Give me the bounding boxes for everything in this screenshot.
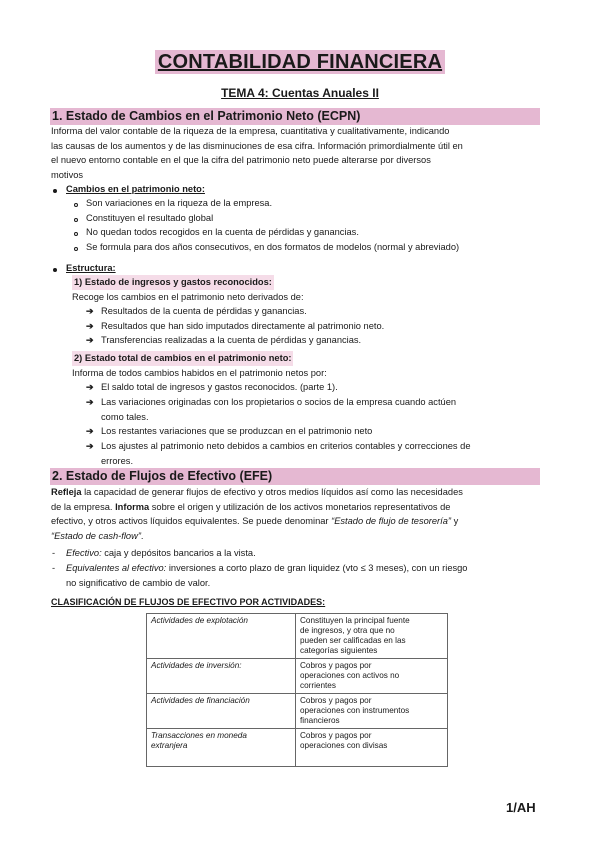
table-row bbox=[147, 614, 448, 659]
table-cell-desc: Cobros y pagos por operaciones con divisas bbox=[296, 729, 448, 767]
section-1-heading: 1. Estado de Cambios en el Patrimonio Neto (ECPN) bbox=[50, 108, 540, 125]
table-cell-activity: Actividades de inversión: bbox=[147, 659, 296, 694]
bullet-icon bbox=[53, 268, 57, 272]
table-cell-desc: Cobros y pagos por operaciones con instrumentos financieros bbox=[296, 694, 448, 729]
list-item: Son variaciones en la riqueza de la empresa. bbox=[86, 198, 273, 208]
list-item: Los ajustes al patrimonio neto debidos a cambios en criterios contables y correcciones de errores. bbox=[101, 441, 471, 466]
list-item: El saldo total de ingresos y gastos reconocidos. (parte 1). bbox=[101, 382, 338, 392]
dash-bullet: - bbox=[52, 548, 56, 558]
part-1-text: Recoge los cambios en el patrimonio neto derivados de: bbox=[72, 292, 304, 302]
circle-bullet-icon bbox=[74, 232, 78, 236]
section-2-heading: 2. Estado de Flujos de Efectivo (EFE) bbox=[50, 468, 540, 485]
arrow-icon: ➔ bbox=[86, 335, 94, 345]
list-item: Resultados que han sido imputados directamente al patrimonio neto. bbox=[101, 321, 385, 331]
document-subtitle: TEMA 4: Cuentas Anuales II bbox=[221, 86, 379, 100]
equivalentes-definition: Equivalentes al efectivo: inversiones a corto plazo de gran liquidez (vto ≤ 3 meses), con un riesgo no significativo de cambio de valor. bbox=[66, 563, 468, 588]
table-row bbox=[147, 729, 448, 767]
arrow-icon: ➔ bbox=[86, 306, 94, 316]
list-item: Se formula para dos años consecutivos, en dos formatos de modelos (normal y abreviado) bbox=[86, 242, 460, 252]
page-number: 1/AH bbox=[506, 800, 536, 815]
table-row bbox=[147, 659, 448, 694]
section-2-intro: Refleja la capacidad de generar flujos de efectivo y otros medios líquidos así como las necesidades de la empresa. Informa sobre el origen y utilización de los activos monetarios representativos de efectivo, y otros activos líquidos equivalentes. Se puede denominar “Estado de flujo de tesorería” y “Estado de cash-flow”. bbox=[51, 487, 463, 541]
table-cell-desc: Cobros y pagos por operaciones con activos no corrientes bbox=[296, 659, 448, 694]
table-cell-activity: Actividades de explotación bbox=[147, 614, 296, 659]
dash-bullet: - bbox=[52, 563, 56, 573]
arrow-icon: ➔ bbox=[86, 321, 94, 331]
cambios-label: Cambios en el patrimonio neto: bbox=[66, 184, 205, 194]
arrow-icon: ➔ bbox=[86, 397, 94, 407]
arrow-icon: ➔ bbox=[86, 382, 94, 392]
part-1-heading: 1) Estado de ingresos y gastos reconocidos: bbox=[72, 275, 274, 290]
table-cell-activity: Actividades de financiación bbox=[147, 694, 296, 729]
circle-bullet-icon bbox=[74, 203, 78, 207]
circle-bullet-icon bbox=[74, 218, 78, 222]
part-2-heading: 2) Estado total de cambios en el patrimonio neto: bbox=[72, 351, 293, 366]
flujos-table bbox=[146, 613, 448, 767]
table-row bbox=[147, 694, 448, 729]
list-item: Las variaciones originadas con los propietarios o socios de la empresa cuando actúen como tales. bbox=[101, 397, 457, 422]
clasificacion-heading: CLASIFICACIÓN DE FLUJOS DE EFECTIVO POR ACTIVIDADES: bbox=[51, 597, 326, 607]
document-title: CONTABILIDAD FINANCIERA bbox=[0, 51, 600, 74]
section-1-intro: Informa del valor contable de la riqueza de la empresa, cuantitativa y cualitativamente, indicando las causas de los aumentos y de las disminuciones de esa cifra. Información primordialmente útil en el nuevo entorno contable en el que la cifra del patrimonio neto puede alterarse por diversos motivos bbox=[51, 126, 463, 180]
part-2-text: Informa de todos cambios habidos en el patrimonio netos por: bbox=[72, 368, 327, 378]
efectivo-definition: Efectivo: caja y depósitos bancarios a la vista. bbox=[66, 548, 256, 558]
list-item: Transferencias realizadas a la cuenta de pérdidas y ganancias. bbox=[101, 335, 362, 345]
arrow-icon: ➔ bbox=[86, 441, 94, 451]
arrow-icon: ➔ bbox=[86, 426, 94, 436]
table-cell-activity: Transacciones en moneda extranjera bbox=[147, 729, 296, 767]
list-item: No quedan todos recogidos en la cuenta de pérdidas y ganancias. bbox=[86, 227, 359, 237]
bullet-icon bbox=[53, 189, 57, 193]
list-item: Los restantes variaciones que se produzcan en el patrimonio neto bbox=[101, 426, 373, 436]
estructura-label: Estructura: bbox=[66, 263, 116, 273]
list-item: Resultados de la cuenta de pérdidas y ganancias. bbox=[101, 306, 307, 316]
table-cell-desc: Constituyen la principal fuente de ingresos, y otra que no pueden ser calificadas en las categorías siguientes bbox=[296, 614, 448, 659]
circle-bullet-icon bbox=[74, 247, 78, 251]
list-item: Constituyen el resultado global bbox=[86, 213, 214, 223]
